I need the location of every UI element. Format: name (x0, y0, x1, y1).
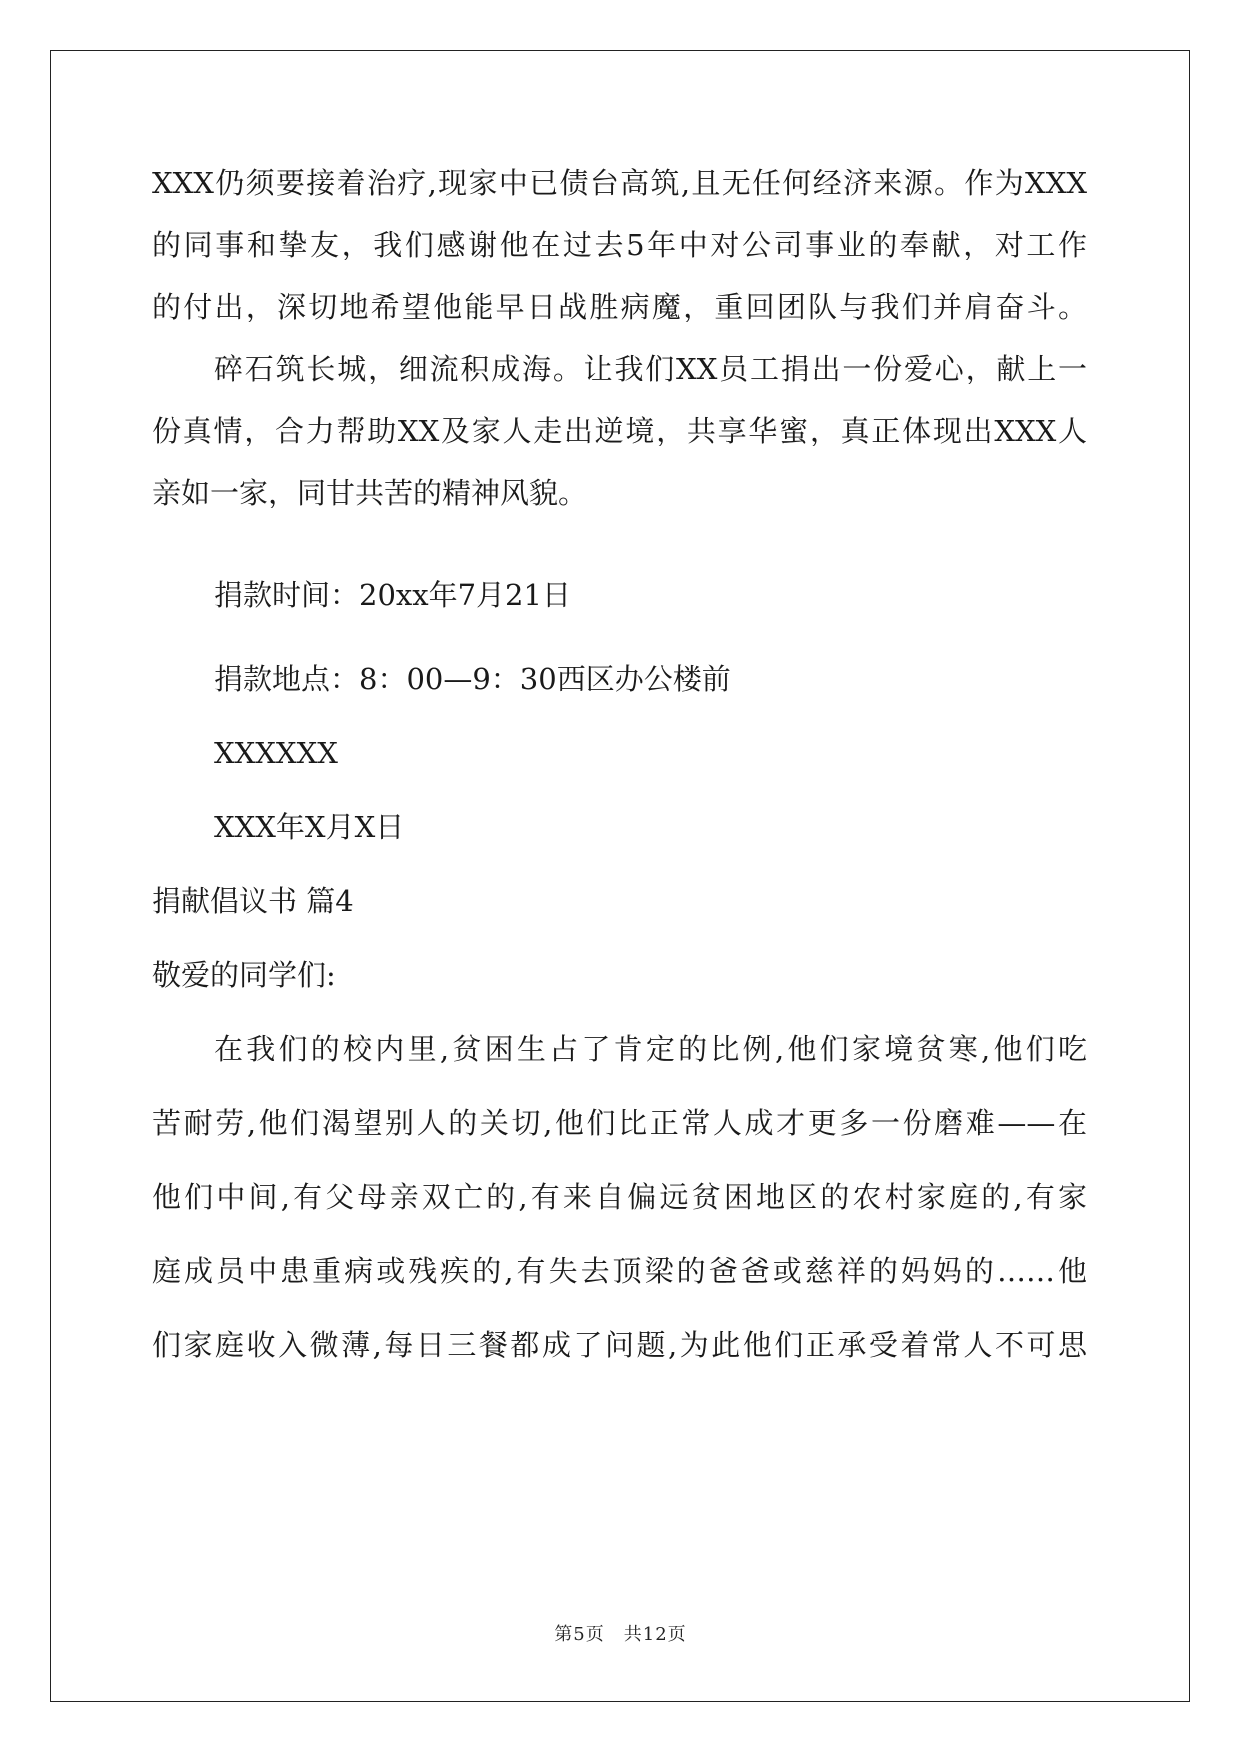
signature: XXXXXX (214, 738, 338, 768)
paragraph-line: 的付出，深切地希望他能早日战胜病魔，重回团队与我们并肩奋斗。 (152, 292, 1087, 322)
paragraph-line: 碎石筑长城，细流积成海。让我们XX员工捐出一份爱心，献上一 (214, 354, 1087, 384)
signature-date: XXX年X月X日 (214, 812, 405, 842)
paragraph-line: 的同事和挚友，我们感谢他在过去5年中对公司事业的奉献，对工作 (152, 230, 1087, 260)
donation-place: 捐款地点：8：00—9：30西区办公楼前 (214, 664, 731, 694)
salutation: 敬爱的同学们: (152, 960, 336, 990)
paragraph-line: 苦耐劳,他们渴望别人的关切,他们比正常人成才更多一份磨难——在 (152, 1108, 1087, 1138)
paragraph-line: 亲如一家，同甘共苦的精神风貌。 (152, 478, 588, 508)
paragraph-line: 他们中间,有父母亲双亡的,有来自偏远贫困地区的农村家庭的,有家 (152, 1182, 1087, 1212)
paragraph-line: 们家庭收入微薄,每日三餐都成了问题,为此他们正承受着常人不可思 (152, 1330, 1087, 1360)
paragraph-line: XXX仍须要接着治疗,现家中已债台高筑,且无任何经济来源。作为XXX (152, 168, 1087, 198)
paragraph-line: 在我们的校内里,贫困生占了肯定的比例,他们家境贫寒,他们吃 (214, 1034, 1087, 1064)
section-title: 捐献倡议书 篇4 (152, 886, 354, 916)
paragraph-line: 庭成员中患重病或残疾的,有失去顶梁的爸爸或慈祥的妈妈的……他 (152, 1256, 1087, 1286)
donation-time: 捐款时间：20xx年7月21日 (214, 580, 571, 610)
page-number: 第5页 共12页 (554, 1624, 687, 1645)
paragraph-line: 份真情，合力帮助XX及家人走出逆境，共享华蜜，真正体现出XXX人 (152, 416, 1087, 446)
